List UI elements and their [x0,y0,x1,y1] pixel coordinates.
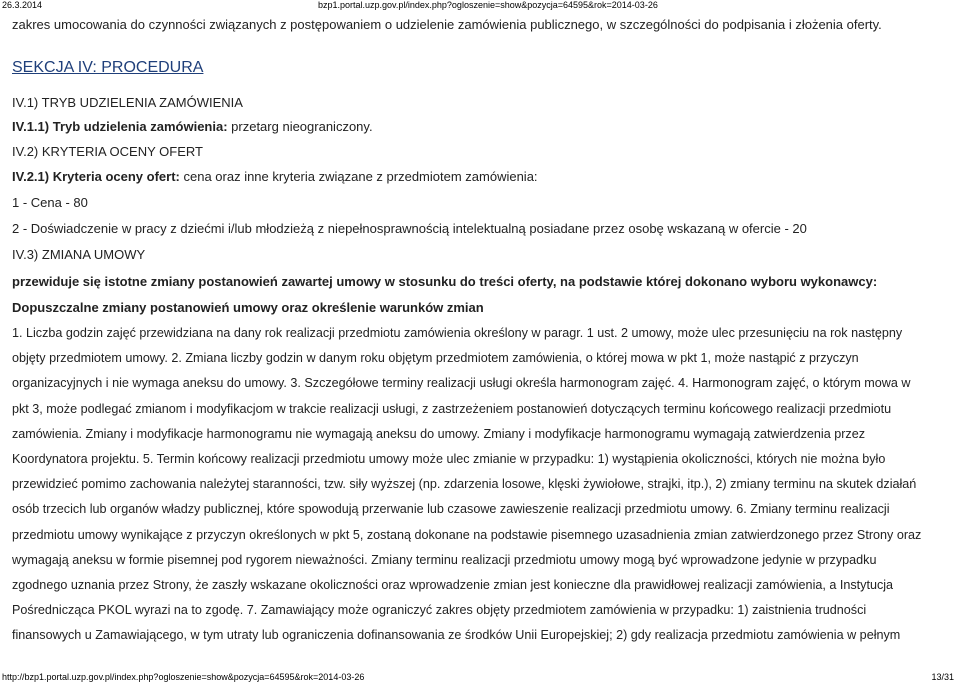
paragraph-line: przewidzieć pomimo zachowania należytej staranności, tzw. siły wyższej (np. zdarzenia losowe, klęski żywiołowe, strajki, itp.), 2) zmiany terminu na skutek działań [12,477,917,492]
criterion-1: 1 - Cena - 80 [12,195,88,210]
paragraph-line: Pośrednicząca PKOL wyrazi na to zgodę. 7. Zamawiający może ograniczyć zakres objęty przedmiotem zamówienia w przypadku: 1) zaistnienia trudności [12,603,867,618]
iv2-heading: IV.2) KRYTERIA OCENY OFERT [12,144,203,159]
paragraph-line: zamówienia. Zmiany i modyfikacje harmonogramu nie wymagają aneksu do umowy. Zmiany i modyfikacje harmonogramu wymagają zatwierdzenia przez [12,426,866,441]
iv11-label: IV.1.1) Tryb udzielenia zamówienia: [12,119,228,134]
paragraph-line: przedmiotu umowy wynikające z przyczyn określonych w pkt 5, zostaną dokonane na podstawie pisemnego uzasadnienia zmian zatwierdzonego przez Strony oraz [12,527,922,542]
changes-paragraph [12,321,947,649]
iv3-bold-line-1: przewiduje się istotne zmiany postanowień zawartej umowy w stosunku do treści oferty, na podstawie której dokonano wyboru wykonawcy: [12,274,878,289]
iv21-label: IV.2.1) Kryteria oceny ofert: [12,169,180,184]
paragraph-line: organizacyjnych i nie wymaga aneksu do umowy. 3. Szczegółowe terminy realizacji usługi określa harmonogram zajęć. 4. Harmonogram zajęć, o którym mowa w [12,376,911,391]
section-title: SEKCJA IV: PROCEDURA [12,59,204,76]
iv21-line [12,169,947,185]
paragraph-line: osób trzecich lub organów władzy publicznej, które spowodują przerwanie lub czasowe zawieszenie realizacji przedmiotu umowy. 6. Zmiany terminu realizacji [12,502,890,517]
iv11-line [12,119,947,135]
iv3-heading: IV.3) ZMIANA UMOWY [12,247,146,262]
print-header [0,0,960,12]
paragraph-line: objęty przedmiotem umowy. 2. Zmiana liczby godzin w danym roku objętym przedmiotem zamówienia, o której mowa w pkt 1, może nastąpić z przyczyn [12,351,859,366]
iv21-value: cena oraz inne kryteria związane z przedmiotem zamówienia: [179,169,538,184]
iv3-bold-line-2: Dopuszczalne zmiany postanowień umowy oraz określenie warunków zmian [12,300,484,315]
paragraph-line: Koordynatora projektu. 5. Termin końcowy realizacji przedmiotu umowy może ulec zmianie w przypadku: 1) wystąpienia okoliczności, których nie można było [12,452,886,467]
paragraph-line: zgodnego uznania przez Strony, że zaszły wskazane okoliczności oraz wprowadzenie zmian jest konieczne dla prawidłowej realizacji zamówienia, a Instytucja [12,578,894,593]
paragraph-line: pkt 3, może podlegać zmianom i modyfikacjom w trakcie realizacji usługi, z zastrzeżeniem postanowień dotyczących terminu końcowego realizacji przedmiotu [12,401,892,416]
paragraph-line: wymagają aneksu w formie pisemnej pod rygorem nieważności. Zmiany terminu realizacji przedmiotu umowy mogą być wprowadzone jedynie w przypadku [12,552,877,567]
iv1-heading: IV.1) TRYB UDZIELENIA ZAMÓWIENIA [12,95,243,110]
criterion-2: 2 - Doświadczenie w pracy z dziećmi i/lub młodzieżą z niepełnosprawnością intelektualną posiadane przez osobę wskazaną w ofercie - 20 [12,221,807,236]
print-footer [0,672,960,684]
print-header-url: bzp1.portal.uzp.gov.pl/index.php?ogloszenie=show&pozycja=64595&rok=2014-03-26 [318,0,658,10]
document-body [12,17,947,649]
page-number: 13/31 [931,672,954,682]
intro-text: zakres umocowania do czynności związanych z postępowaniem o udzielenie zamówienia publicznego, w szczególności do podpisania i złożenia oferty. [12,17,882,32]
iv11-value: przetarg nieograniczony. [227,119,373,134]
print-footer-url: http://bzp1.portal.uzp.gov.pl/index.php?ogloszenie=show&pozycja=64595&rok=2014-03-26 [2,672,365,682]
print-date: 26.3.2014 [2,0,43,10]
paragraph-line: 1. Liczba godzin zajęć przewidziana na dany rok realizacji przedmiotu zamówienia określony w paragr. 1 ust. 2 umowy, może ulec przesunięciu na rok następny [12,326,903,340]
paragraph-line: finansowych u Zamawiającego, w tym utraty lub ograniczenia dofinansowania ze środków Unii Europejskiej; 2) gdy realizacja przedmiotu zamówienia w pełnym [12,628,901,643]
